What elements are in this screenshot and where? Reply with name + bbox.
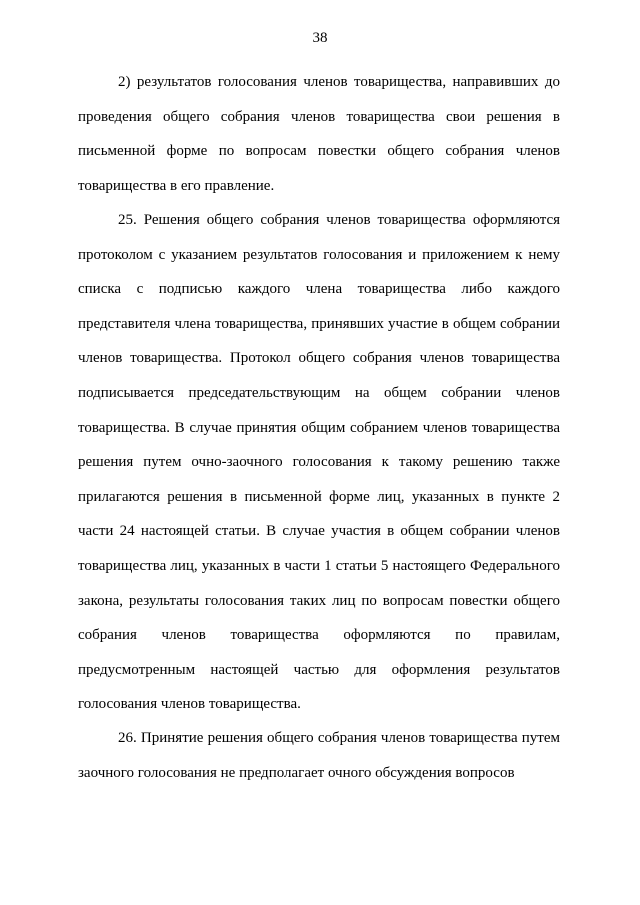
- paragraph-item-2: 2) результатов голосования членов товарищества, направивших до проведения общего собрания членов товарищества свои решения в письменной форме по вопросам повестки общего собрания членов товарищества в его правление.: [78, 74, 560, 194]
- paragraph-26: 26. Принятие решения общего собрания членов товарищества путем заочного голосования не предполагает очного обсуждения вопросов: [78, 730, 560, 781]
- paragraph-25: 25. Решения общего собрания членов товарищества оформляются протоколом с указанием результатов голосования и приложением к нему списка с подписью каждого члена товарищества либо каждого представителя члена товарищества, принявших участие в общем собрании членов товарищества. Протокол общего собрания членов товарищества подписывается председательствующим на общем собрании членов товарищества. В случае принятия общим собранием членов товарищества решения путем очно-заочного голосования к такому решению также прилагаются решения в письменной форме лиц, указанных в пункте 2 части 24 настоящей статьи. В случае участия в общем собрании членов товарищества лиц, указанных в части 1 статьи 5 настоящего Федерального закона, результаты голосования таких лиц по вопросам повестки общего собрания членов товарищества оформляются по правилам, предусмотренным настоящей частью для оформления результатов голосования членов товарищества.: [78, 212, 560, 713]
- page-number: 38: [312, 30, 328, 46]
